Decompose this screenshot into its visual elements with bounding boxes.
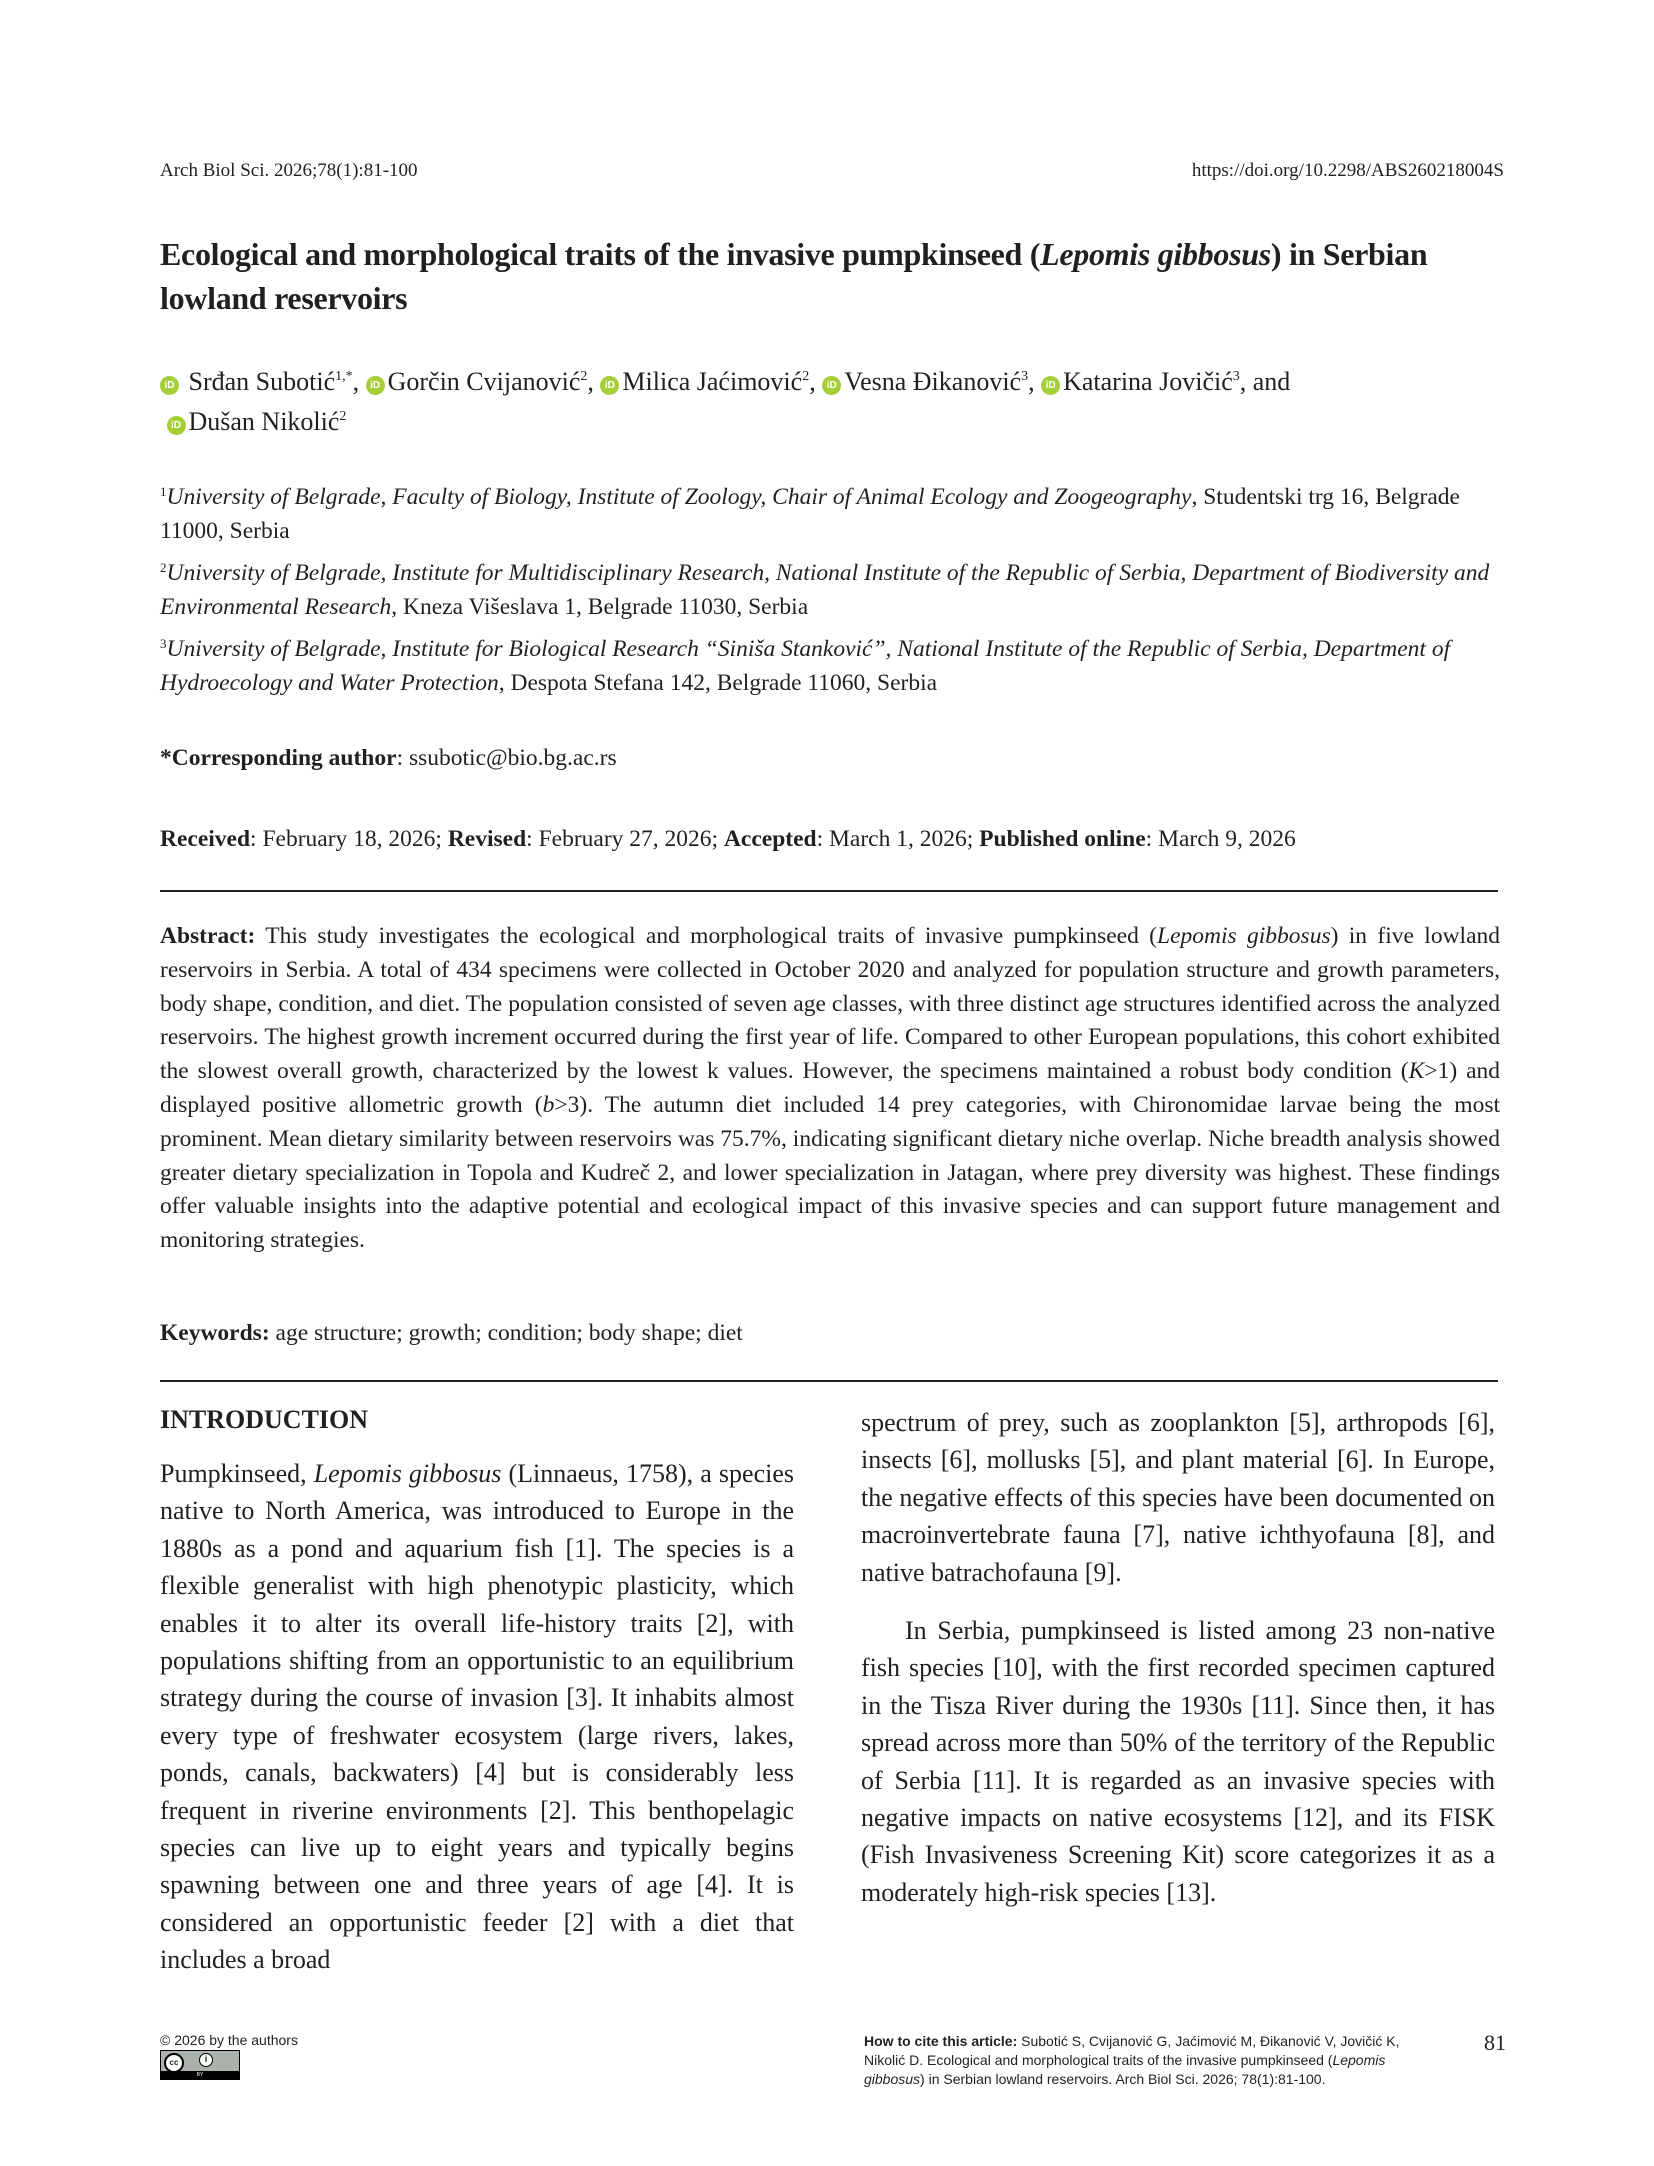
author <box>160 367 366 396</box>
author-affiliation-mark: 3 <box>1232 369 1240 384</box>
corresponding-email[interactable]: ssubotic@bio.bg.ac.rs <box>408 745 617 771</box>
abstract-label: Abstract: <box>160 923 256 949</box>
doi-link[interactable]: https://doi.org/10.2298/ABS260218004S <box>1191 160 1504 181</box>
published-label: Published online <box>979 826 1146 852</box>
author-list <box>160 362 1500 442</box>
abstract <box>160 920 1500 1258</box>
revised-label: Revised <box>447 826 527 852</box>
affiliation-institution: University of Belgrade, Faculty of Biology, Institute of Zoology, Chair of Animal Ecology and Zoogeography <box>166 484 1192 510</box>
keywords-label: Keywords: <box>160 1320 270 1346</box>
author-name: Gorčin Cvijanović <box>387 367 581 396</box>
orcid-icon[interactable]: iD <box>167 416 186 435</box>
author <box>160 407 346 436</box>
keywords-text: age structure; growth; condition; body shape; diet <box>269 1320 743 1346</box>
species-name: Lepomis gibbosus <box>313 1459 502 1488</box>
author-affiliation-mark: 2 <box>802 369 810 384</box>
corresponding-author: *Corresponding author: ssubotic@bio.bg.ac.rs <box>160 745 617 771</box>
author-separator: , <box>587 367 601 396</box>
published-date: March 9, 2026 <box>1158 826 1296 852</box>
article-dates: Received: February 18, 2026; Revised: February 27, 2026; Accepted: March 1, 2026; Published online: March 9, 2026 <box>160 826 1296 852</box>
body-paragraph: In Serbia, pumpkinseed is listed among 23 non-native fish species [10], with the first recorded specimen captured in the Tisza River during the 1930s [11]. Since then, it has spread across more than 50% of the territory of the Republic of Serbia [11]. It is regarded as an invasive species with negative impacts on native ecosystems [12], and its FISK (Fish Invasiveness Screening Kit) score categorizes it as a moderately high-risk species [13]. <box>861 1616 1495 1907</box>
affiliation-number: 3 <box>160 636 167 651</box>
orcid-icon[interactable]: iD <box>822 376 841 395</box>
affiliation-3 <box>160 632 1505 700</box>
divider <box>160 890 1498 892</box>
journal-reference: Arch Biol Sci. 2026;78(1):81-100 <box>160 160 418 181</box>
author-name: Dušan Nikolić <box>188 407 340 436</box>
affiliation-2 <box>160 556 1505 624</box>
abstract-text: This study investigates the ecological and morphological traits of invasive pumpkinseed ( <box>255 923 1158 949</box>
author-separator: , <box>352 367 366 396</box>
citation-label: How to cite this article: <box>864 2033 1018 2049</box>
abstract-text: >3). The autumn diet included 14 prey categories, with Chironomidae larvae being the most prominent. Mean dietary similarity between reservoirs was 75.7%, indicating significant dietary niche overlap. Niche breadth analysis showed greater dietary specialization in Topola and Kudreč 2, and lower specialization in Jatagan, where prey diversity was highest. These findings offer valuable insights into the adaptive potential and ecological impact of this invasive species and can support future management and monitoring strategies. <box>160 1091 1501 1254</box>
affiliations <box>160 480 1505 708</box>
author <box>1041 367 1290 396</box>
citation-block <box>864 2032 1434 2089</box>
body-column-right <box>861 1404 1495 1911</box>
author <box>600 367 822 396</box>
received-date: February 18, 2026 <box>262 826 436 852</box>
paragraph-text: (Linnaeus, 1758), a species native to North America, was introduced to Europe in the 1880s as a pond and aquarium fish [1]. The species is a flexible generalist with high phenotypic plasticity, which enables it to alter its overall life-history traits [2], with populations shifting from an opportunistic to an equilibrium strategy during the course of invasion [3]. It inhabits almost every type of freshwater ecosystem (large rivers, lakes, ponds, canals, backwaters) [4] but is considerably less frequent in riverine environments [2]. This benthopelagic species can live up to eight years and typically begins spawning between one and three years of age [4]. It is considered an opportunistic feeder [2] with a diet that includes a broad <box>160 1459 794 1975</box>
abstract-variable: b <box>542 1091 555 1118</box>
citation-text: ) in Serbian lowland reservoirs. Arch Biol Sci. 2026; 78(1):81-100. <box>920 2071 1326 2087</box>
orcid-icon[interactable]: iD <box>366 376 385 395</box>
affiliation-number: 2 <box>160 560 167 575</box>
abstract-text: >1) and displayed positive allometric growth ( <box>160 1058 1501 1118</box>
orcid-icon[interactable]: iD <box>1041 376 1060 395</box>
author-affiliation-mark: 2 <box>339 409 347 424</box>
author-name: Vesna Đikanović <box>844 367 1022 396</box>
affiliation-address: , Despota Stefana 142, Belgrade 11060, Serbia <box>498 670 938 696</box>
author-affiliation-mark: 3 <box>1021 369 1029 384</box>
author-name: Milica Jaćimović <box>622 367 803 396</box>
received-label: Received <box>160 826 251 852</box>
author-name: Katarina Jovičić <box>1063 367 1233 396</box>
abstract-text: ) in five lowland reservoirs in Serbia. A total of 434 specimens were collected in October 2020 and analyzed for population structure and growth parameters, body shape, condition, and diet. The population consisted of seven age classes, with three distinct age structures identified across the analyzed reservoirs. The highest growth increment occurred during the first year of life. Compared to other European populations, this cohort exhibited the slowest overall growth, characterized by the lowest k values. However, the specimens maintained a robust body condition ( <box>160 923 1501 1085</box>
affiliation-number: 1 <box>160 484 167 499</box>
author <box>366 367 601 396</box>
citation-species: Lepomis gibbosus <box>864 2052 1386 2087</box>
author-separator: , <box>1028 367 1042 396</box>
orcid-icon[interactable]: iD <box>600 376 619 395</box>
revised-date: February 27, 2026 <box>538 826 712 852</box>
abstract-species: Lepomis gibbosus <box>1157 923 1331 949</box>
paragraph-text: Pumpkinseed, <box>160 1459 314 1488</box>
accepted-date: March 1, 2026 <box>829 826 967 852</box>
divider <box>160 1380 1498 1382</box>
body-paragraph <box>160 1455 794 1979</box>
affiliation-address: , Kneza Višeslava 1, Belgrade 11030, Serbia <box>391 594 809 620</box>
cc-by-license-icon[interactable] <box>160 2050 240 2080</box>
orcid-icon[interactable]: iD <box>160 376 179 395</box>
affiliation-institution: University of Belgrade, Institute for Biological Research “Siniša Stanković”, National Institute of the Republic of Serbia, Department of Hydroecology and Water Protection <box>160 636 1451 696</box>
citation-text: Subotić S, Cvijanović G, Jaćimović M, Đikanović V, Jovičić K, Nikolić D. Ecological and morphological traits of the invasive pumpkinseed ( <box>864 2033 1400 2068</box>
author-separator: , <box>809 367 823 396</box>
affiliation-address: , Studentski trg 16, Belgrade 11000, Serbia <box>160 484 1460 544</box>
accepted-label: Accepted <box>723 826 817 852</box>
section-heading-introduction: INTRODUCTION <box>160 1405 369 1434</box>
corresponding-author-label: *Corresponding author <box>160 745 397 771</box>
cc-icon: cc <box>164 2053 184 2073</box>
attribution-person-icon: i <box>199 2053 213 2067</box>
title-text-1: Ecological and morphological traits of the invasive pumpkinseed ( <box>160 236 1041 272</box>
author-affiliation-mark: 1,* <box>335 369 353 384</box>
affiliation-institution: University of Belgrade, Institute for Multidisciplinary Research, National Institute of the Republic of Serbia, Department of Biodiversity and Environmental Research <box>160 560 1490 620</box>
body-paragraph: spectrum of prey, such as zooplankton [5], arthropods [6], insects [6], mollusks [5], and plant material [6]. In Europe, the negative effects of this species have been documented on macroinvertebrate fauna [7], native ichthyofauna [8], and native batrachofauna [9]. <box>861 1408 1495 1587</box>
copyright-notice: © 2026 by the authors <box>160 2032 298 2048</box>
title-text-2: ) in Serbian lowland reservoirs <box>160 236 1428 316</box>
author <box>822 367 1041 396</box>
page-number: 81 <box>1484 2030 1506 2055</box>
author-separator: , and <box>1239 367 1291 396</box>
abstract-variable: K <box>1408 1058 1425 1085</box>
title-species: Lepomis gibbosus <box>1040 236 1271 272</box>
keywords <box>160 1320 743 1347</box>
author-affiliation-mark: 2 <box>580 369 588 384</box>
by-label: BY <box>161 2071 239 2079</box>
article-title <box>160 232 1500 320</box>
body-column-left <box>160 1405 794 1979</box>
author-name: Srđan Subotić <box>188 367 336 396</box>
affiliation-1 <box>160 480 1505 548</box>
